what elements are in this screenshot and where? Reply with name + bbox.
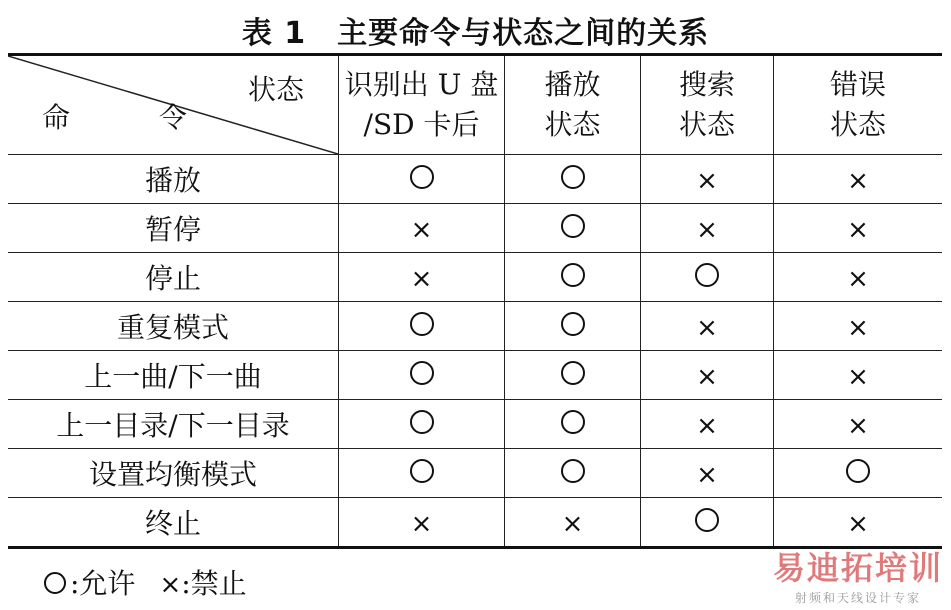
circle-allowed-icon xyxy=(561,459,585,483)
circle-allowed-icon xyxy=(410,410,434,434)
status-cell xyxy=(339,400,505,449)
circle-allowed-icon xyxy=(410,312,434,336)
command-cell: 设置均衡模式 xyxy=(8,449,339,498)
status-cell xyxy=(339,351,505,400)
status-cell xyxy=(774,498,943,548)
table-body xyxy=(8,155,942,548)
table-row xyxy=(8,302,942,351)
command-status-table xyxy=(8,53,942,549)
status-cell xyxy=(505,302,641,351)
status-cell xyxy=(774,351,943,400)
column-header-line: 搜索 xyxy=(678,68,735,101)
circle-symbol-icon xyxy=(44,572,66,594)
circle-allowed-icon xyxy=(410,165,434,189)
table-row xyxy=(8,253,942,302)
watermark-main-text: 易迪拓培训 xyxy=(772,549,943,587)
corner-status-label: 状态 xyxy=(247,73,304,106)
column-header-play xyxy=(505,55,641,155)
legend xyxy=(44,562,247,602)
circle-allowed-icon xyxy=(695,263,719,287)
status-cell xyxy=(505,155,641,204)
command-cell: 上一曲/下一曲 xyxy=(8,351,339,400)
cross-forbidden-icon: × xyxy=(847,165,869,196)
status-cell xyxy=(774,302,943,351)
status-cell xyxy=(774,449,943,498)
command-cell: 停止 xyxy=(8,253,339,302)
command-cell: 播放 xyxy=(8,155,339,204)
column-header-error xyxy=(774,55,943,155)
column-header-line: /SD 卡后 xyxy=(363,108,480,141)
status-cell xyxy=(774,253,943,302)
diagonal-header-cell xyxy=(8,55,339,155)
status-cell xyxy=(641,302,774,351)
command-cell: 上一目录/下一目录 xyxy=(8,400,339,449)
status-cell xyxy=(641,498,774,548)
cross-symbol-icon: × xyxy=(159,570,182,600)
circle-allowed-icon xyxy=(561,263,585,287)
column-header-line: 状态 xyxy=(829,108,886,141)
column-header-line: 状态 xyxy=(544,108,601,141)
cross-forbidden-icon: × xyxy=(696,361,718,392)
table-row xyxy=(8,351,942,400)
cross-forbidden-icon: × xyxy=(847,508,869,539)
circle-allowed-icon xyxy=(561,214,585,238)
circle-allowed-icon xyxy=(410,361,434,385)
table-row xyxy=(8,155,942,204)
status-cell xyxy=(339,498,505,548)
column-header-line: 错误 xyxy=(829,68,886,101)
column-header-line: 识别出 U 盘 xyxy=(344,68,499,101)
circle-allowed-icon xyxy=(561,410,585,434)
cross-forbidden-icon: × xyxy=(410,508,433,539)
status-cell xyxy=(641,253,774,302)
table-row xyxy=(8,449,942,498)
corner-command-label: 命 令 xyxy=(42,101,227,134)
status-cell xyxy=(774,400,943,449)
circle-allowed-icon xyxy=(846,459,870,483)
circle-allowed-icon xyxy=(561,312,585,336)
status-cell xyxy=(505,498,641,548)
cross-forbidden-icon: × xyxy=(696,165,718,196)
status-cell xyxy=(641,449,774,498)
circle-allowed-icon xyxy=(695,508,719,532)
status-cell xyxy=(505,400,641,449)
cross-forbidden-icon: × xyxy=(847,263,869,294)
table-row xyxy=(8,400,942,449)
status-cell xyxy=(505,204,641,253)
status-cell xyxy=(641,351,774,400)
table-title: 表 1 主要命令与状态之间的关系 xyxy=(241,16,710,51)
cross-forbidden-icon: × xyxy=(847,361,869,392)
status-cell xyxy=(774,155,943,204)
status-cell xyxy=(774,204,943,253)
cross-forbidden-icon: × xyxy=(847,214,869,245)
legend-allow-label: :允许 xyxy=(70,567,136,600)
cross-forbidden-icon: × xyxy=(847,410,869,441)
table-row xyxy=(8,204,942,253)
command-cell: 终止 xyxy=(8,498,339,548)
status-cell xyxy=(641,155,774,204)
column-header-line: 状态 xyxy=(678,108,735,141)
watermark-sub-text: 射频和天线设计专家 xyxy=(794,591,921,605)
status-cell xyxy=(339,155,505,204)
status-cell xyxy=(339,302,505,351)
column-header-line: 播放 xyxy=(544,68,601,101)
watermark-logo xyxy=(773,543,943,606)
cross-forbidden-icon: × xyxy=(696,459,718,490)
circle-allowed-icon xyxy=(561,361,585,385)
status-cell xyxy=(641,204,774,253)
header-row xyxy=(8,55,942,155)
command-cell: 重复模式 xyxy=(8,302,339,351)
legend-forbid-label: :禁止 xyxy=(181,567,247,600)
cross-forbidden-icon: × xyxy=(696,312,718,343)
status-cell xyxy=(339,449,505,498)
circle-allowed-icon xyxy=(561,165,585,189)
status-cell xyxy=(505,351,641,400)
command-cell: 暂停 xyxy=(8,204,339,253)
cross-forbidden-icon: × xyxy=(847,312,869,343)
cross-forbidden-icon: × xyxy=(696,214,718,245)
column-header-usb-sd xyxy=(339,55,505,155)
status-cell xyxy=(641,400,774,449)
circle-allowed-icon xyxy=(410,459,434,483)
status-cell xyxy=(339,204,505,253)
status-cell xyxy=(505,253,641,302)
cross-forbidden-icon: × xyxy=(696,410,718,441)
status-cell xyxy=(505,449,641,498)
table-row xyxy=(8,498,942,548)
column-header-search xyxy=(641,55,774,155)
status-cell xyxy=(339,253,505,302)
cross-forbidden-icon: × xyxy=(561,508,584,539)
cross-forbidden-icon: × xyxy=(410,263,433,294)
cross-forbidden-icon: × xyxy=(410,214,433,245)
